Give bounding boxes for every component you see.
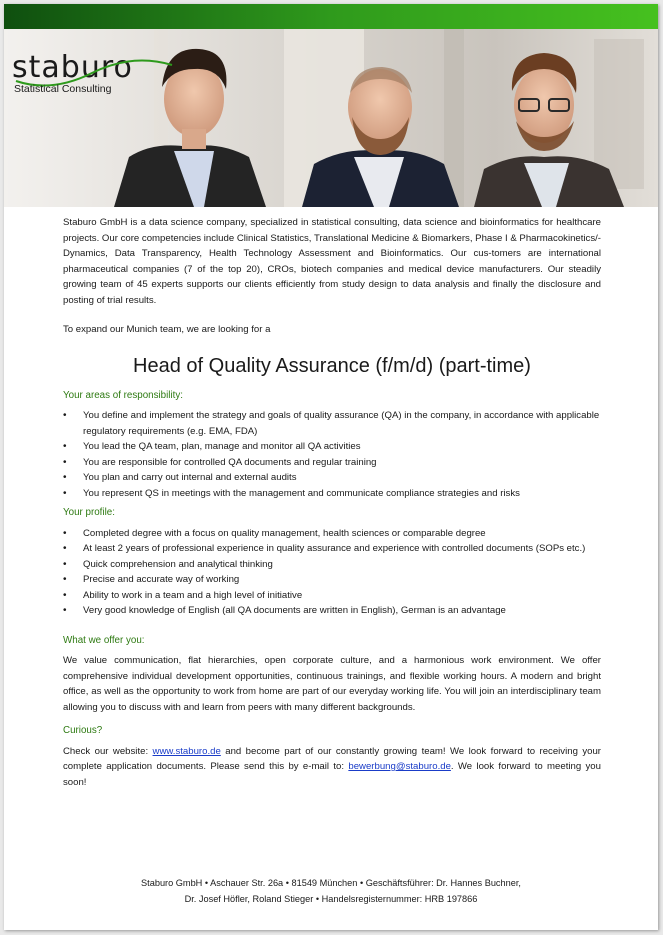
footer xyxy=(4,876,658,907)
staburo-logo xyxy=(12,51,182,107)
curious-text-2: and become part of our constantly growing team! We look forward to receiving your complete application documents. Please send this by e-mail to: xyxy=(63,745,601,772)
looking-for-text: To expand our Munich team, we are looking for a xyxy=(63,324,271,335)
responsibilities-heading: Your areas of responsibility: xyxy=(63,389,183,401)
curious-text-1: Check our website: xyxy=(63,745,153,757)
offer-heading: What we offer you: xyxy=(63,634,145,646)
main-content xyxy=(63,215,601,798)
logo-wordmark: staburo xyxy=(12,50,133,85)
logo-subtitle: Statistical Consulting xyxy=(14,83,112,95)
offer-paragraph: We value communication, flat hierarchies, open corporate culture, and a harmonious work environment. We offer comprehensive individual development opportunities, continuous trainings, and flexible working hours. A modern and bright office, as well as the opportunity to work from home are part of our everyday working life. You will join an interdisciplinary team allowing you to discuss with and learn from peers with many different backgrounds. xyxy=(63,655,601,713)
profile-heading: Your profile: xyxy=(63,507,115,518)
job-posting-page xyxy=(4,4,658,930)
website-link[interactable]: www.staburo.de xyxy=(152,745,221,757)
list-item: • At least 2 years of professional experience in quality assurance and experience with controlled documents (SOPs etc.) xyxy=(63,541,601,557)
responsibilities-list xyxy=(63,408,601,501)
list-item: • Very good knowledge of English (all QA documents are written in English), German is an advantage xyxy=(63,603,601,619)
header-green-bar xyxy=(4,4,658,29)
list-item: • Quick comprehension and analytical thinking xyxy=(63,557,601,573)
list-item: • You plan and carry out internal and external audits xyxy=(63,470,601,486)
list-item: • You represent QS in meetings with the management and communicate compliance strategies and risks xyxy=(63,486,601,502)
curious-text-3: . We look forward to meeting you soon! xyxy=(63,761,601,788)
curious-paragraph xyxy=(63,744,601,791)
list-item: • You are responsible for controlled QA documents and regular training xyxy=(63,455,601,471)
list-item: • Precise and accurate way of working xyxy=(63,572,601,588)
footer-line-2: Dr. Josef Höfler, Roland Stieger • Handelsregisternummer: HRB 197866 xyxy=(184,893,478,904)
email-link[interactable]: bewerbung@staburo.de xyxy=(348,761,451,772)
footer-line-1: Staburo GmbH • Aschauer Str. 26a • 81549 München • Geschäftsführer: Dr. Hannes Buchner, xyxy=(141,878,521,888)
job-title: Head of Quality Assurance (f/m/d) (part-time) xyxy=(133,354,531,377)
profile-list xyxy=(63,526,601,619)
list-item: • You lead the QA team, plan, manage and monitor all QA activities xyxy=(63,439,601,455)
list-item: • Completed degree with a focus on quality management, health sciences or comparable degree xyxy=(63,526,601,542)
intro-paragraph: Staburo GmbH is a data science company, specialized in statistical consulting, data science and bioinformatics for healthcare projects. Our core competencies include Clinical Statistics, Translational Medicine & Biomarkers, Phase I & Pharmacokinetics/-Dynamics, Data Transparency, Health Technology Assessment and Bioinformatics. Our cus-tomers are international pharmaceutical companies (7 of the top 20), CROs, biotech companies and medical device manufacturers. Our steadily growing team of 45 experts supports our clients efficiently from study design to data analysis and finally the disclosure and posting of trial results. xyxy=(63,217,602,306)
list-item: • Ability to work in a team and a high level of initiative xyxy=(63,588,601,604)
list-item: • You define and implement the strategy and goals of quality assurance (QA) in the company, in accordance with applicable regulatory requirements (e.g. EMA, FDA) xyxy=(63,408,601,439)
curious-heading: Curious? xyxy=(63,725,103,736)
